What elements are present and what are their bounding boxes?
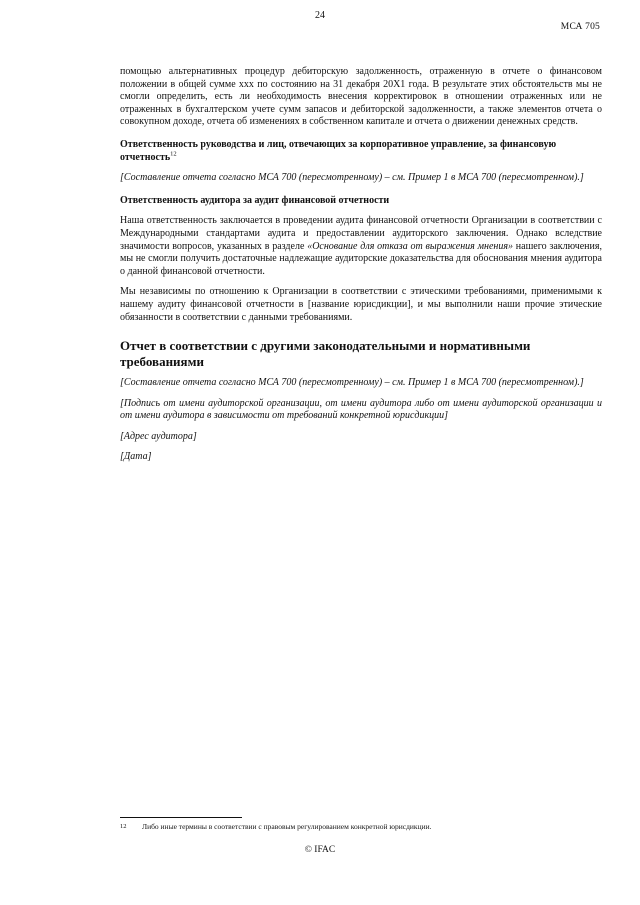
note-report-preparation-2: [Составление отчета согласно МСА 700 (пересмотренному) – см. Пример 1 в МСА 700 (пересмотренном).]: [120, 377, 584, 389]
paragraph-independence: Мы независимы по отношению к Организации в соответствии с этическими требованиями, применимыми к нашему аудиту финансовой отчетности в [название юрисдикции], и мы выполнили наши прочие этические обязанности в соответствии с данными требованиями.: [120, 286, 602, 323]
document-code: МСА 705: [560, 22, 600, 32]
document-body: [120, 66, 602, 464]
heading-management-text: Ответственность руководства и лиц, отвечающих за корпоративное управление, за финансовую отчетность: [120, 138, 557, 163]
note-auditor-address: [Адрес аудитора]: [120, 430, 197, 442]
paragraph-auditor-responsibility: [120, 215, 602, 278]
note-report-preparation: [Составление отчета согласно МСА 700 (пересмотренному) – см. Пример 1 в МСА 700 (пересмотренном).]: [120, 172, 584, 184]
paragraph-auditor-part-b: нашего заключения, мы не смогли получить достаточные надлежащие аудиторские доказательства для обоснования мнения аудитора о данной финансовой отчетности.: [120, 240, 602, 277]
heading-auditor-responsibility: Ответственность аудитора за аудит финансовой отчетности: [120, 194, 390, 206]
page-number: 24: [315, 10, 325, 21]
paragraph-continuation: помощью альтернативных процедур дебиторскую задолженность, отраженную в отчете о финансовом положении в общей сумме ххх по состоянию на 31 декабря 20Х1 года. В результате этих обстоятельств мы не смогли определить, есть ли необходимость внесения корректировок в отношении отраженных или не отраженных в бухгалтерском учете сумм запасов и дебиторской задолженности, а также элементов отчета о совокупном доходе, отчета об изменениях в собственном капитале и отчета о движении денежных средств.: [120, 66, 602, 128]
heading-other-requirements: Отчет в соответствии с другими законодательными и нормативными требованиями: [120, 338, 531, 369]
footnote: [120, 822, 602, 832]
footnote-divider: [120, 817, 242, 818]
section-reference: «Основание для отказа от выражения мнения»: [307, 240, 514, 252]
heading-management-responsibility: [120, 139, 602, 164]
paragraph-auditor-part-a: Наша ответственность заключается в проведении аудита финансовой отчетности Организации в соответствии с Международными стандартами аудита и предоставлении аудиторского заключения. Однако вследствие значимости вопросов, указанных в разделе: [120, 215, 602, 252]
note-date: [Дата]: [120, 451, 152, 463]
footnote-number: 12: [120, 823, 127, 830]
footnote-reference: 12: [170, 150, 177, 158]
copyright-footer: © IFAC: [304, 845, 336, 855]
footnote-text: Либо иные термины в соответствии с правовым регулированием конкретной юрисдикции.: [142, 822, 432, 831]
note-signature: [Подпись от имени аудиторской организации, от имени аудитора либо от имени аудиторской организации и от имени аудитора в зависимости от требований конкретной юрисдикции]: [120, 397, 602, 422]
